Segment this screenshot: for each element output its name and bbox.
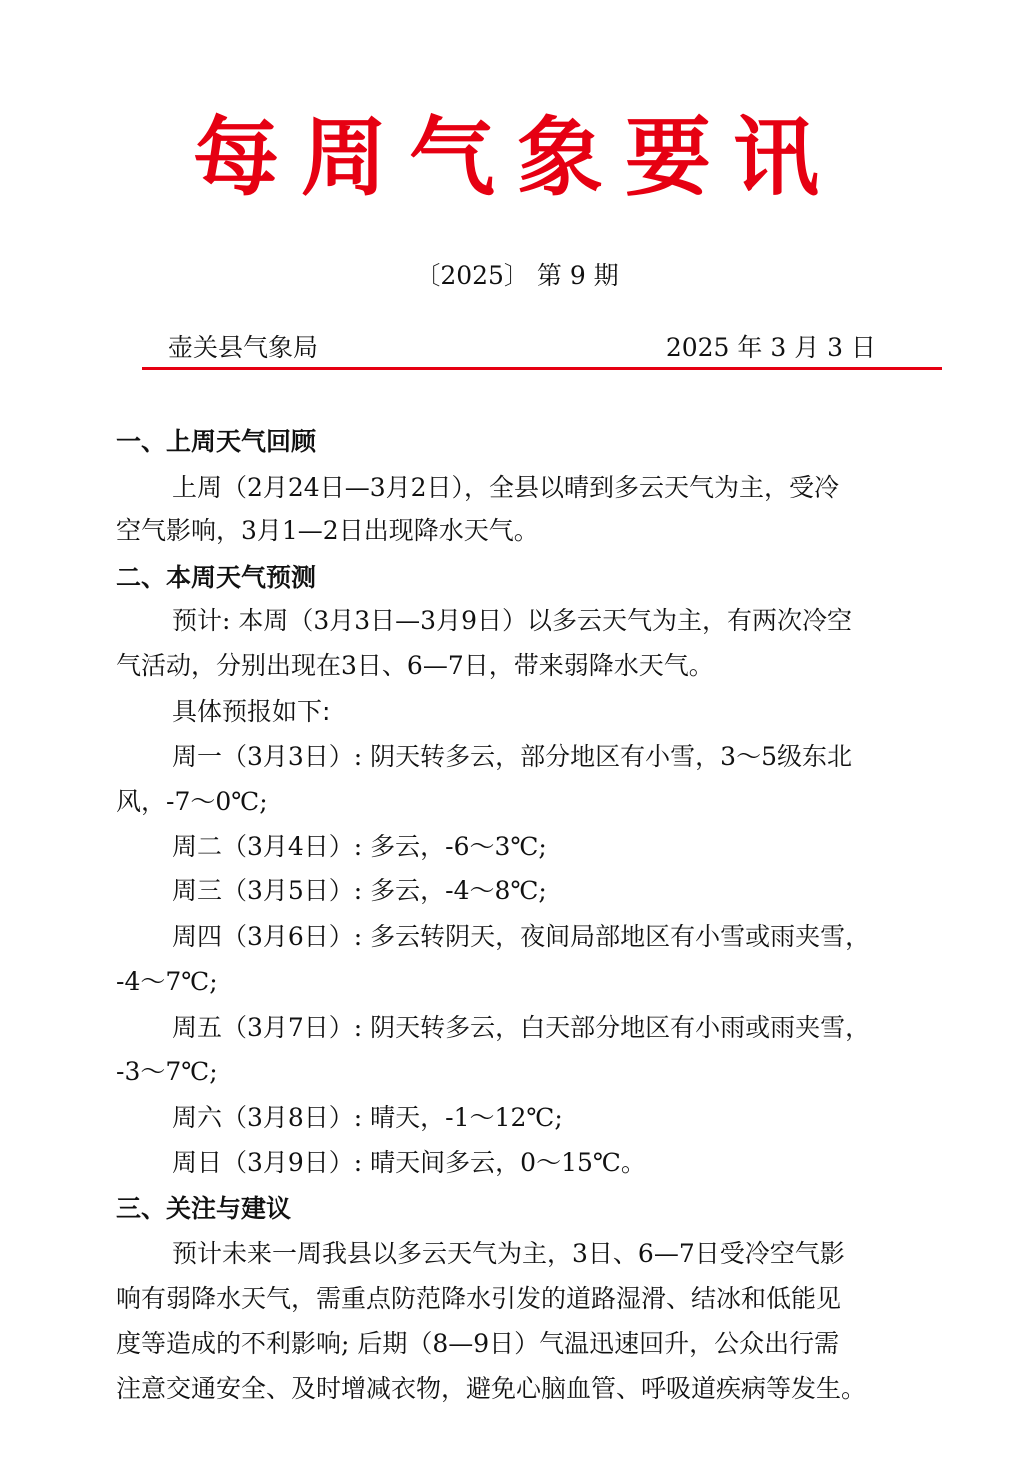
paragraph-line: 预计: 本周（3月3日—3月9日）以多云天气为主，有两次冷空 [172,606,852,635]
paragraph-line: 响有弱降水天气，需重点防范降水引发的道路湿滑、结冰和低能见 [116,1284,842,1313]
forecast-day-tuesday: 周二（3月4日）: 多云，-6～3℃; [172,832,547,861]
section-heading-advice: 三、关注与建议 [116,1194,292,1223]
issue-date: 2025 年 3 月 3 日 [665,333,876,362]
section-heading-forecast: 二、本周天气预测 [116,563,317,592]
forecast-day-saturday: 周六（3月8日）: 晴天，-1～12℃; [172,1103,563,1132]
detail-label: 具体预报如下: [172,697,331,726]
paragraph-line: 预计未来一周我县以多云天气为主，3日、6—7日受冷空气影 [172,1239,845,1268]
forecast-day-thursday: 周四（3月6日）: 多云转阴天，夜间局部地区有小雪或雨夹雪， [172,922,871,951]
paragraph-line: 度等造成的不利影响; 后期（8—9日）气温迅速回升，公众出行需 [116,1329,840,1358]
paragraph-line: 空气影响，3月1—2日出现降水天气。 [116,516,539,545]
red-divider [142,367,942,370]
forecast-day-monday-cont: 风，-7～0℃; [116,787,268,816]
forecast-day-wednesday: 周三（3月5日）: 多云，-4～8℃; [172,876,547,905]
paragraph-line: 注意交通安全、及时增减衣物，避免心脑血管、呼吸道疾病等发生。 [116,1374,867,1403]
paragraph-line: 气活动，分别出现在3日、6—7日，带来弱降水天气。 [116,651,714,680]
masthead-title: 每周气象要讯 [193,107,841,208]
forecast-day-friday-cont: -3～7℃; [116,1057,218,1086]
forecast-day-monday: 周一（3月3日）: 阴天转多云，部分地区有小雪，3～5级东北 [172,742,852,771]
forecast-day-sunday: 周日（3月9日）: 晴天间多云，0～15℃。 [172,1148,646,1177]
issue-number: 〔2025〕 第 9 期 [415,261,619,290]
forecast-day-friday: 周五（3月7日）: 阴天转多云，白天部分地区有小雨或雨夹雪， [172,1013,871,1042]
section-heading-review: 一、上周天气回顾 [116,427,317,456]
paragraph-line: 上周（2月24日—3月2日），全县以晴到多云天气为主，受冷 [172,473,840,502]
issuer-name: 壶关县气象局 [168,333,319,362]
forecast-day-thursday-cont: -4～7℃; [116,967,218,996]
